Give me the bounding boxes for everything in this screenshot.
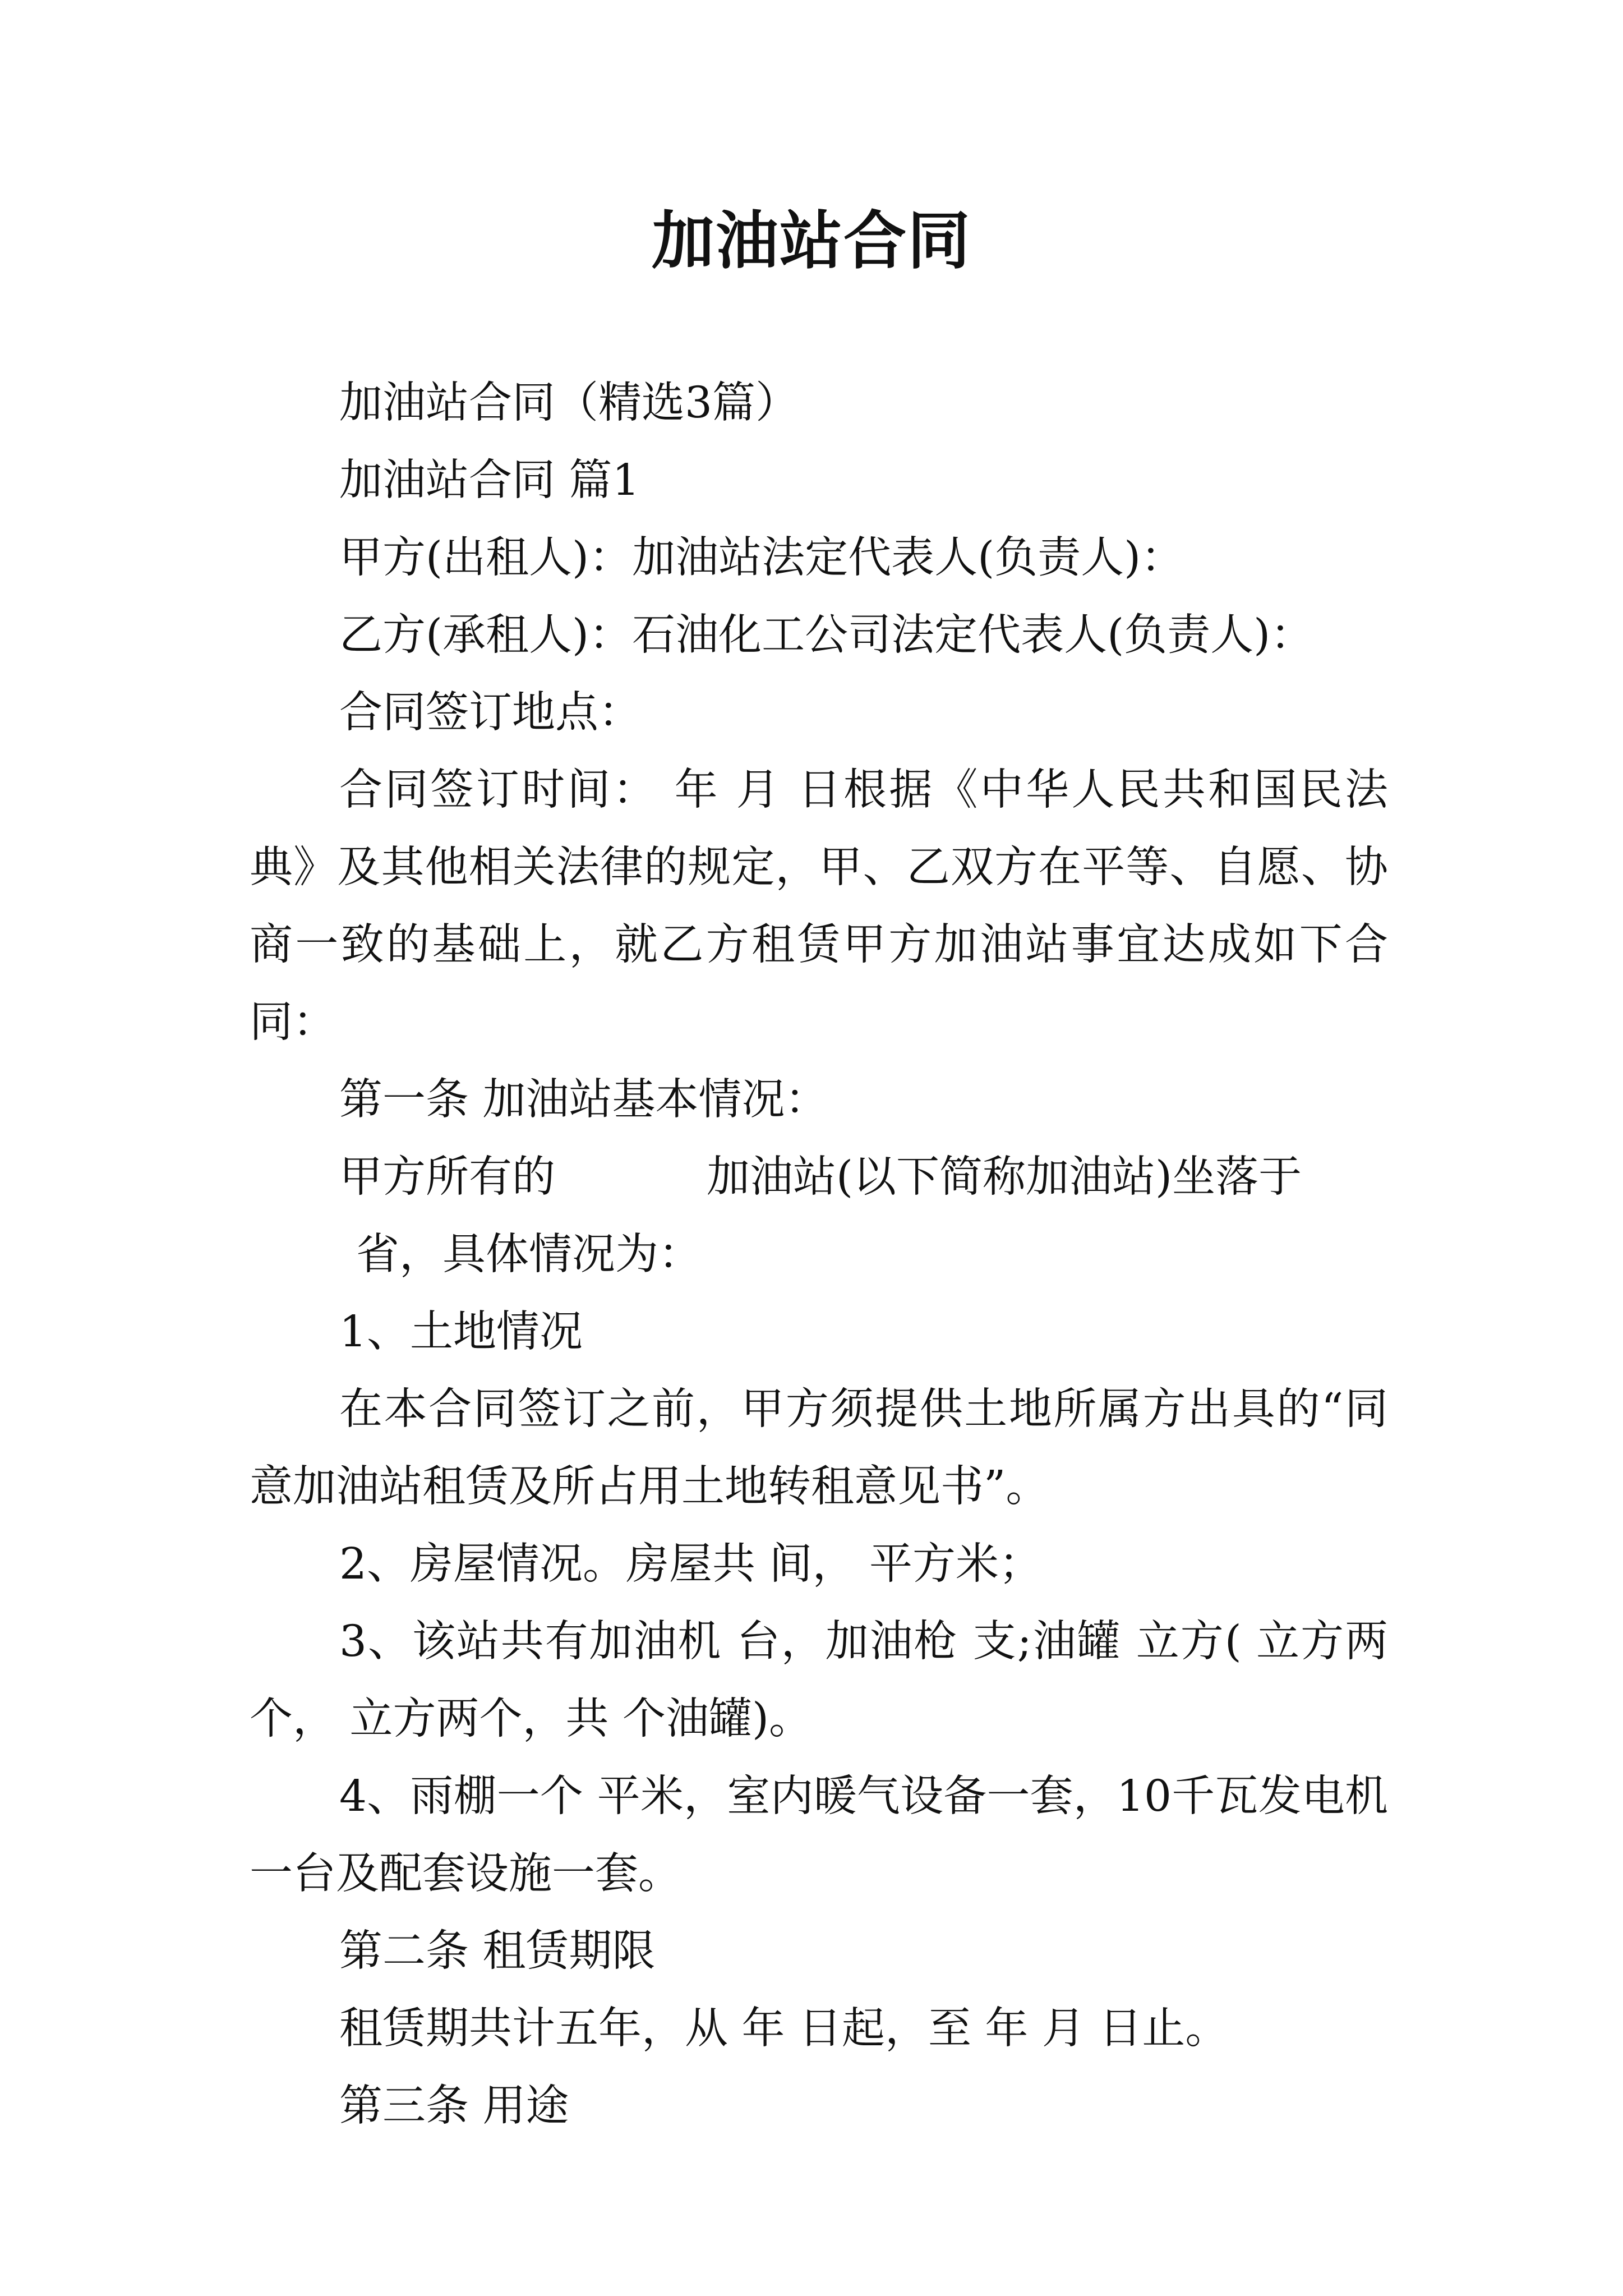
paragraph (250, 1139, 1388, 1216)
document-title: 加油站合同 (652, 204, 971, 278)
paragraph: 第二条 租赁期限 (339, 1926, 656, 1976)
paragraph: 省，具体情况为： (356, 1230, 702, 1280)
paragraph: 合同签订地点： (339, 688, 642, 738)
paragraph: 3、该站共有加油机 台，加油枪 支;油罐 立方( 立方两个， 立方两个，共 个油罐)。 (250, 1617, 1388, 1744)
paragraph: 合同签订时间： 年 月 日根据《中华人民共和国民法典》及其他相关法律的规定，甲、乙双方在平等、自愿、协商一致的基础上，就乙方租赁甲方加油站事宜达成如下合同： (250, 765, 1388, 1047)
paragraph: 第三条 用途 (339, 2081, 569, 2131)
paragraph: 加油站合同（精选3篇） (339, 378, 799, 428)
paragraph: 在本合同签订之前，甲方须提供土地所属方出具的“同意加油站租赁及所占用土地转租意见书”。 (250, 1384, 1388, 1512)
paragraph: 乙方(承租人)：石油化工公司法定代表人(负责人)： (339, 610, 1314, 660)
paragraph: 2、房屋情况。房屋共 间， 平方米； (339, 1539, 1042, 1589)
paragraph: 甲方(出租人)：加油站法定代表人(负责人)： (339, 533, 1184, 583)
paragraph-part: 加油站(以下简称加油站)坐落于 (707, 1152, 1302, 1202)
paragraph-part: 甲方所有的 (339, 1152, 555, 1202)
paragraph: 4、雨棚一个 平米，室内暖气设备一套，10千瓦发电机一台及配套设施一套。 (250, 1772, 1388, 1899)
paragraph: 租赁期共计五年，从 年 日起，至 年 月 日止。 (339, 2004, 1229, 2054)
document-body (250, 365, 1388, 2145)
paragraph: 第一条 加油站基本情况： (339, 1075, 828, 1125)
paragraph: 1、土地情况 (339, 1307, 583, 1357)
paragraph: 加油站合同 篇1 (339, 455, 640, 505)
